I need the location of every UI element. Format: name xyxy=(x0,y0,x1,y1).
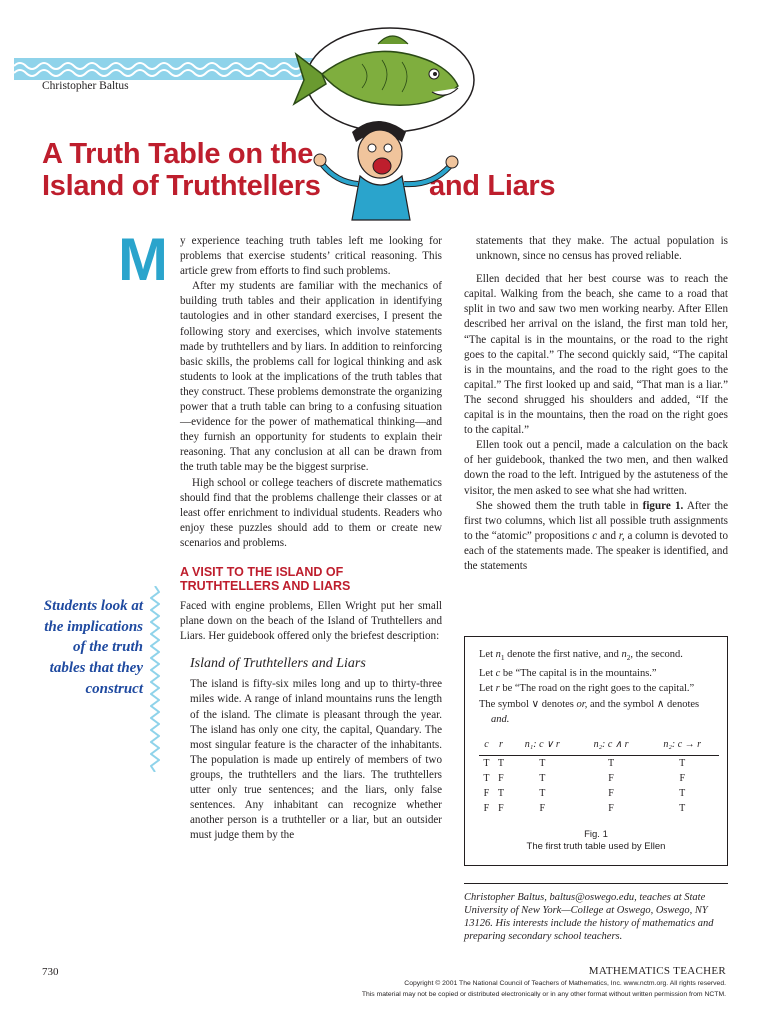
page-number: 730 xyxy=(42,966,59,978)
definition-line: Let $n_1$ denote the first native, and $n_2$, the second. xyxy=(479,649,683,663)
paragraph: Ellen took out a pencil, made a calculation on the back of her guidebook, thanked the two men, and then walked down the road to the left. Intrigued by the astuteness of the visitor, the men asked to see what she had written. xyxy=(464,439,728,497)
journal-name: MATHEMATICS TEACHER xyxy=(588,965,726,977)
title-line-2a: Island of Truthtellers xyxy=(42,170,321,202)
paragraph: The island is fifty-six miles long and up to thirty-three miles wide. A range of inland mountains runs the length of the island. The climate is pleasant through the year. The island has only one city, the capital, Quandary. The most singular feature is the character of the inhabitants. The population is made up entirely of members of two groups, the truthtellers and the liars. The truthtellers utter only true sentences; and the liars, only false sentences. Any inhabitant can recognize whether another person is a truthteller or a liar, but an outsider must judge them by the xyxy=(190,678,442,842)
table-cell: T xyxy=(483,772,490,784)
column-2 xyxy=(464,234,728,574)
cartoon-illustration xyxy=(282,14,482,240)
paragraph: Faced with engine problems, Ellen Wright put her small plane down on the beach of the Island of Truthtellers and Liars. Her guidebook offered only the briefest description: xyxy=(180,599,442,643)
figure-1 xyxy=(464,636,728,866)
section-heading: A VISIT TO THE ISLAND OF TRUTHTELLERS AND LIARS xyxy=(180,564,351,593)
guidebook-heading: Island of Truthtellers and Liars xyxy=(190,656,366,672)
title-line-2b: and Liars xyxy=(429,170,556,202)
table-cell: T xyxy=(608,757,615,769)
title-line-1: A Truth Table on the xyxy=(42,138,314,170)
table-cell: T xyxy=(497,757,504,769)
definition-line: and. xyxy=(491,714,510,726)
column-header: n₁: c ∨ r xyxy=(508,737,577,755)
definition-line: Let r be “The road on the right goes to the capital.” xyxy=(479,683,695,695)
table-cell: F xyxy=(483,802,490,814)
table-row xyxy=(479,755,719,771)
table-cell: T xyxy=(679,787,686,799)
column-header: c xyxy=(479,737,494,755)
paragraph: Ellen decided that her best course was to reach the capital. Walking from the beach, she came to a road that split in two and saw two men working nearby. After Ellen described her arrival on the island, the first man told her, “The capital is in the mountains, or the road to the right goes to the capital.” The second quickly said, “The capital is in the mountains, and the road to the right goes to the capital.” The first looked up and said, “That man is a liar.” The second shrugged his shoulders and added, “If the capital is in the mountains, then the road on the right goes to the capital.” xyxy=(464,273,728,437)
author-bio: Christopher Baltus, baltus@oswego.edu, teaches at State University of New York—College at Oswego, Oswego, NY 13126. His interests include the history of mathematics and preparing secondary school teachers. xyxy=(464,883,728,943)
definition-line: Let c be “The capital is in the mountains.” xyxy=(479,667,657,679)
article-title xyxy=(42,138,556,202)
table-cell: F xyxy=(498,772,504,784)
zigzag-divider xyxy=(150,586,160,772)
copyright-notice: Copyright © 2001 The National Council of Teachers of Mathematics, Inc. www.nctm.org. All rights reserved. This material may not be copied or distributed electronically or in any other format without written permission from NCTM. xyxy=(361,980,726,998)
column-header: r xyxy=(494,737,508,755)
definition-line: The symbol ∨ denotes or, and the symbol ∧ denotes xyxy=(479,698,700,710)
table-cell: F xyxy=(539,802,546,814)
table-cell: F xyxy=(608,787,614,799)
figure-reference: figure 1. xyxy=(642,499,684,512)
paragraph: After my students are familiar with the mechanics of building truth tables and their application in identifying tautologies and in other standard exercises, I present the following story and exercises, which involve statements made by truthtellers and by liars. In addition to reinforcing basic skills, the problems call for logical thinking and ask students to look at the implications of the truth tables that they construct. These problems demonstrate the organizing power that a truth table can bring to a confusing situation—evidence for the power of mathematical thinking—and they furnish an opportunity for students to explain their reasoning. That any conclusion at all can be drawn from the truth table may be the biggest surprise. xyxy=(180,280,442,474)
table-cell: F xyxy=(679,772,686,784)
table-row xyxy=(479,786,719,801)
paragraph: She showed them the truth table in figure 1. After the first two columns, which list all possible truth assignments to the “atomic” propositions c and r, a column is devoted to each of the statements made. The speaker is identified, and the statements xyxy=(464,499,728,572)
table-cell: F xyxy=(483,787,490,799)
column-header: n₂: c → r xyxy=(645,737,719,755)
paragraph: y experience teaching truth tables left me looking for problems that exercise students’ critical reasoning. This article grew from efforts to find such problems. xyxy=(180,235,442,278)
author-name: Christopher Baltus xyxy=(42,80,129,92)
table-cell: T xyxy=(539,757,546,769)
paragraph: statements that they make. The actual population is unknown, since no census has proved reliable. xyxy=(476,235,728,263)
truth-table xyxy=(479,737,719,816)
table-cell: F xyxy=(498,802,504,814)
table-cell: T xyxy=(679,802,686,814)
pull-quote: Students look at the implications of the truth tables that they construct xyxy=(43,598,143,697)
table-cell: F xyxy=(608,802,614,814)
table-row xyxy=(479,801,719,816)
guidebook-excerpt xyxy=(180,677,442,843)
figure-definitions xyxy=(479,647,719,728)
figure-caption: Fig. 1 The first truth table used by Ellen xyxy=(526,829,666,852)
column-header: n₂: c ∧ r xyxy=(577,737,646,755)
table-header-row xyxy=(479,737,719,755)
table-cell: T xyxy=(539,787,546,799)
paragraph: High school or college teachers of discrete mathematics should find that the problems challenge their classes or at least offer enrichment to individual students. Readers who enjoy these puzzles should add to them or create new scenarios and problems. xyxy=(180,476,442,549)
table-cell: F xyxy=(608,772,614,784)
drop-cap: M xyxy=(118,226,168,293)
man-icon xyxy=(314,121,458,220)
table-cell: T xyxy=(497,787,504,799)
table-cell: T xyxy=(483,757,490,769)
table-cell: T xyxy=(539,772,546,784)
table-cell: T xyxy=(679,757,686,769)
column-1 xyxy=(180,234,442,843)
table-row xyxy=(479,771,719,786)
